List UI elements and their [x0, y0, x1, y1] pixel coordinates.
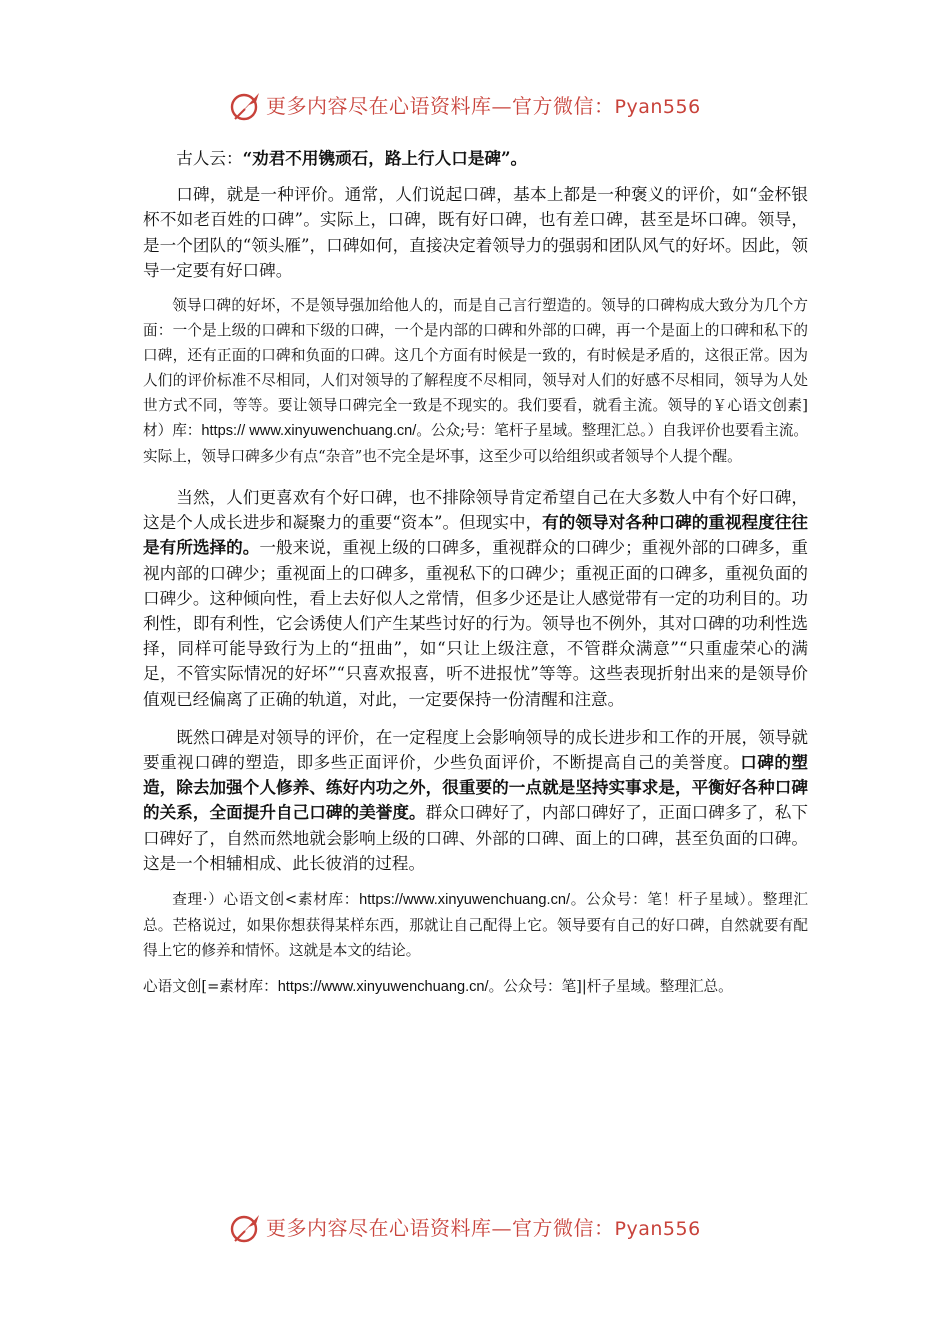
site-link: https://www.xinyuwenchuang.cn/: [359, 892, 571, 909]
banner-text: 更多内容尽在心语资料库—官方微信：Pyan556: [266, 94, 701, 118]
source-note: 心语文创[=素材库：https://www.xinyuwenchuang.cn/。公众号：笔]|杆子星域。整理汇总。: [143, 978, 733, 996]
article-body: [143, 140, 808, 1000]
site-link: https:// www.xinyuwenchuang.cn/: [201, 423, 417, 440]
site-link: https://www.xinyuwenchuang.cn/: [277, 979, 489, 996]
wechat-id: Pyan556: [614, 1218, 701, 1240]
header-banner: [0, 86, 950, 126]
quill-logo-icon: [229, 89, 263, 123]
footer-banner: [0, 1208, 950, 1248]
paragraph-4: 既然口碑是对领导的评价，在一定程度上会影响领导的成长进步和工作的开展，领导就要重视口碑的塑造，即多些正面评价，少些负面评价，不断提高自己的美誉度。口碑的塑造，除去加强个人修养、练好内功之外，很重要的一点就是坚持实事求是，平衡好各种口碑的关系，全面提升自己口碑的美誉度。群众口碑好了，内部口碑好了，正面口碑多了，私下口碑好了，自然而然地就会影响上级的口碑、外部的口碑、面上的口碑，甚至负面的口碑。这是一个相辅相成、此长彼消的过程。: [143, 727, 809, 873]
paragraph-3: 当然，人们更喜欢有个好口碑，也不排除领导肯定希望自己在大多数人中有个好口碑，这是个人成长进步和凝聚力的重要“资本”。但现实中，有的领导对各种口碑的重视程度往往是有所选择的。一般来说，重视上级的口碑多，重视群众的口碑少；重视外部的口碑多，重视内部的口碑少；重视面上的口碑多，重视私下的口碑少；重视正面的口碑多，重视负面的口碑少。这种倾向性，看上去好似人之常情，但多少还是让人感觉带有一定的功利目的。功利性，即有利性，它会诱使人们产生某些讨好的行为。领导也不例外，其对口碑的功利性选择，同样可能导致行为上的“扭曲”，如“只让上级注意，不管群众满意”“只重虚荣心的满足，不管实际情况的好坏”“只喜欢报喜，听不进报忧”等等。这些表现折射出来的是领导价值观已经偏离了正确的轨道，对此，一定要保持一份清醒和注意。: [143, 488, 809, 709]
quill-logo-icon: [229, 1211, 263, 1245]
paragraph-5: 查理·）心语文创<素材库：https://www.xinyuwenchuang.cn/。公众号：笔！杆子星域）。整理汇总。芒格说过，如果你想获得某样东西，那就让自己配得上它。领导要有自己的好口碑，自然就要有配得上它的修养和情怀。这就是本文的结论。: [143, 891, 809, 960]
paragraph-1: 口碑，就是一种评价。通常，人们说起口碑，基本上都是一种褒义的评价，如“金杯银杯不如老百姓的口碑”。实际上，口碑，既有好口碑，也有差口碑，甚至是坏口碑。领导，是一个团队的“领头雁”，口碑如何，直接决定着领导力的强弱和团队风气的好坏。因此，领导一定要有好口碑。: [143, 185, 808, 280]
paragraph-2: 领导口碑的好坏，不是领导强加给他人的，而是自己言行塑造的。领导的口碑构成大致分为几个方面：一个是上级的口碑和下级的口碑，一个是内部的口碑和外部的口碑，再一个是面上的口碑和私下的口碑，还有正面的口碑和负面的口碑。这几个方面有时候是一致的，有时候是矛盾的，这很正常。因为人们的评价标准不尽相同，人们对领导的了解程度不尽相同，领导对人们的好感不尽相同，领导为人处世方式不同，等等。要让领导口碑完全一致是不现实的。我们要看，就看主流。领导的￥心语文创素]材）库：https:// www.xinyuwenchuang.cn/。公众;号：笔杆子星域。整理汇总。）自我评价也要看主流。实际上，领导口碑多少有点“杂音”也不完全是坏事，这至少可以给组织或者领导个人提个醒。: [143, 297, 809, 466]
opening-quote: 古人云：“劝君不用镌顽石，路上行人口是碑”。: [176, 148, 528, 168]
wechat-id: Pyan556: [614, 96, 701, 118]
banner-text: 更多内容尽在心语资料库—官方微信：Pyan556: [266, 1216, 701, 1240]
